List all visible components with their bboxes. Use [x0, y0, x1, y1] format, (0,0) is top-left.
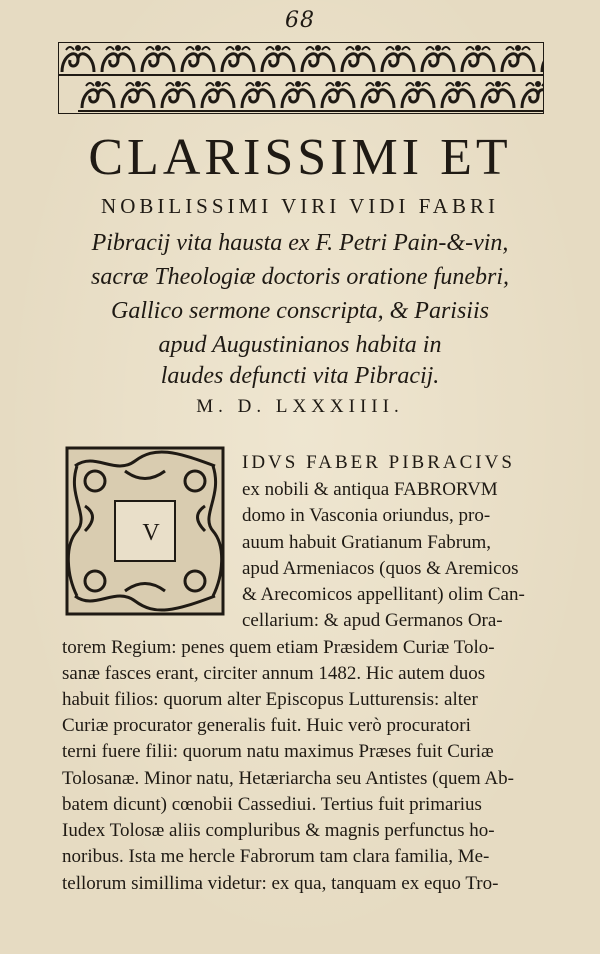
body-line: apud Armeniacos (quos & Aremicos [242, 558, 519, 579]
subtitle-line: laudes defuncti vita Pibracij. [160, 363, 440, 389]
body-line: terni fuere filii: quorum natu maximus Præses fuit Curiæ [62, 741, 494, 762]
subtitle-line: Gallico sermone conscripta, & Parisiis [111, 298, 489, 324]
body-line: Iudex Tolosæ aliis compluribus & magnis perfunctus ho- [62, 820, 495, 841]
body-line: ex nobili & antiqua FABRORVM [242, 479, 498, 500]
drop-cap-letter: V [142, 520, 160, 546]
body-line: & Arecomicos appellitant) olim Can- [242, 584, 525, 605]
body-line: IDVS FABER PIBRACIVS [242, 452, 515, 473]
date-line: M. D. LXXXIIII. [196, 396, 404, 417]
body-line: domo in Vasconia oriundus, pro- [242, 505, 491, 526]
subtitle-line: apud Augustinianos habita in [158, 332, 442, 358]
body-line: torem Regium: penes quem etiam Præsidem Curiæ Tolo- [62, 637, 495, 658]
body-line: auum habuit Gratianum Fabrum, [242, 532, 492, 553]
page-number: 68 [285, 8, 315, 33]
body-line: batem dicunt) cœnobii Cassediui. Tertius fuit primarius [62, 794, 482, 815]
subtitle-line: sacræ Theologiæ doctoris oratione funebri, [90, 264, 509, 290]
body-line: Curiæ procurator generalis fuit. Huic verò procuratori [62, 715, 471, 736]
body-line: Tolosanæ. Minor natu, Hetæriarcha seu Antistes (quem Ab- [62, 768, 514, 789]
title-line-1: CLARISSIMI ET [88, 129, 512, 186]
title-line-2: NOBILISSIMI VIRI VIDI FABRI [101, 194, 499, 218]
body-line: noribus. Ista me hercle Fabrorum tam clara familia, Me- [62, 846, 490, 867]
body-line: tellorum simillima videtur: ex qua, tanquam ex equo Tro- [62, 873, 499, 894]
body-line: sanæ fasces erant, circiter annum 1482. Hic autem duos [62, 663, 486, 684]
ornamental-headband [58, 42, 544, 114]
body-line: habuit filios: quorum alter Episcopus Lutturensis: alter [62, 689, 478, 710]
subtitle-line: Pibracij vita hausta ex F. Petri Pain-&-vin, [91, 230, 509, 256]
body-line: cellarium: & apud Germanos Ora- [242, 610, 503, 631]
